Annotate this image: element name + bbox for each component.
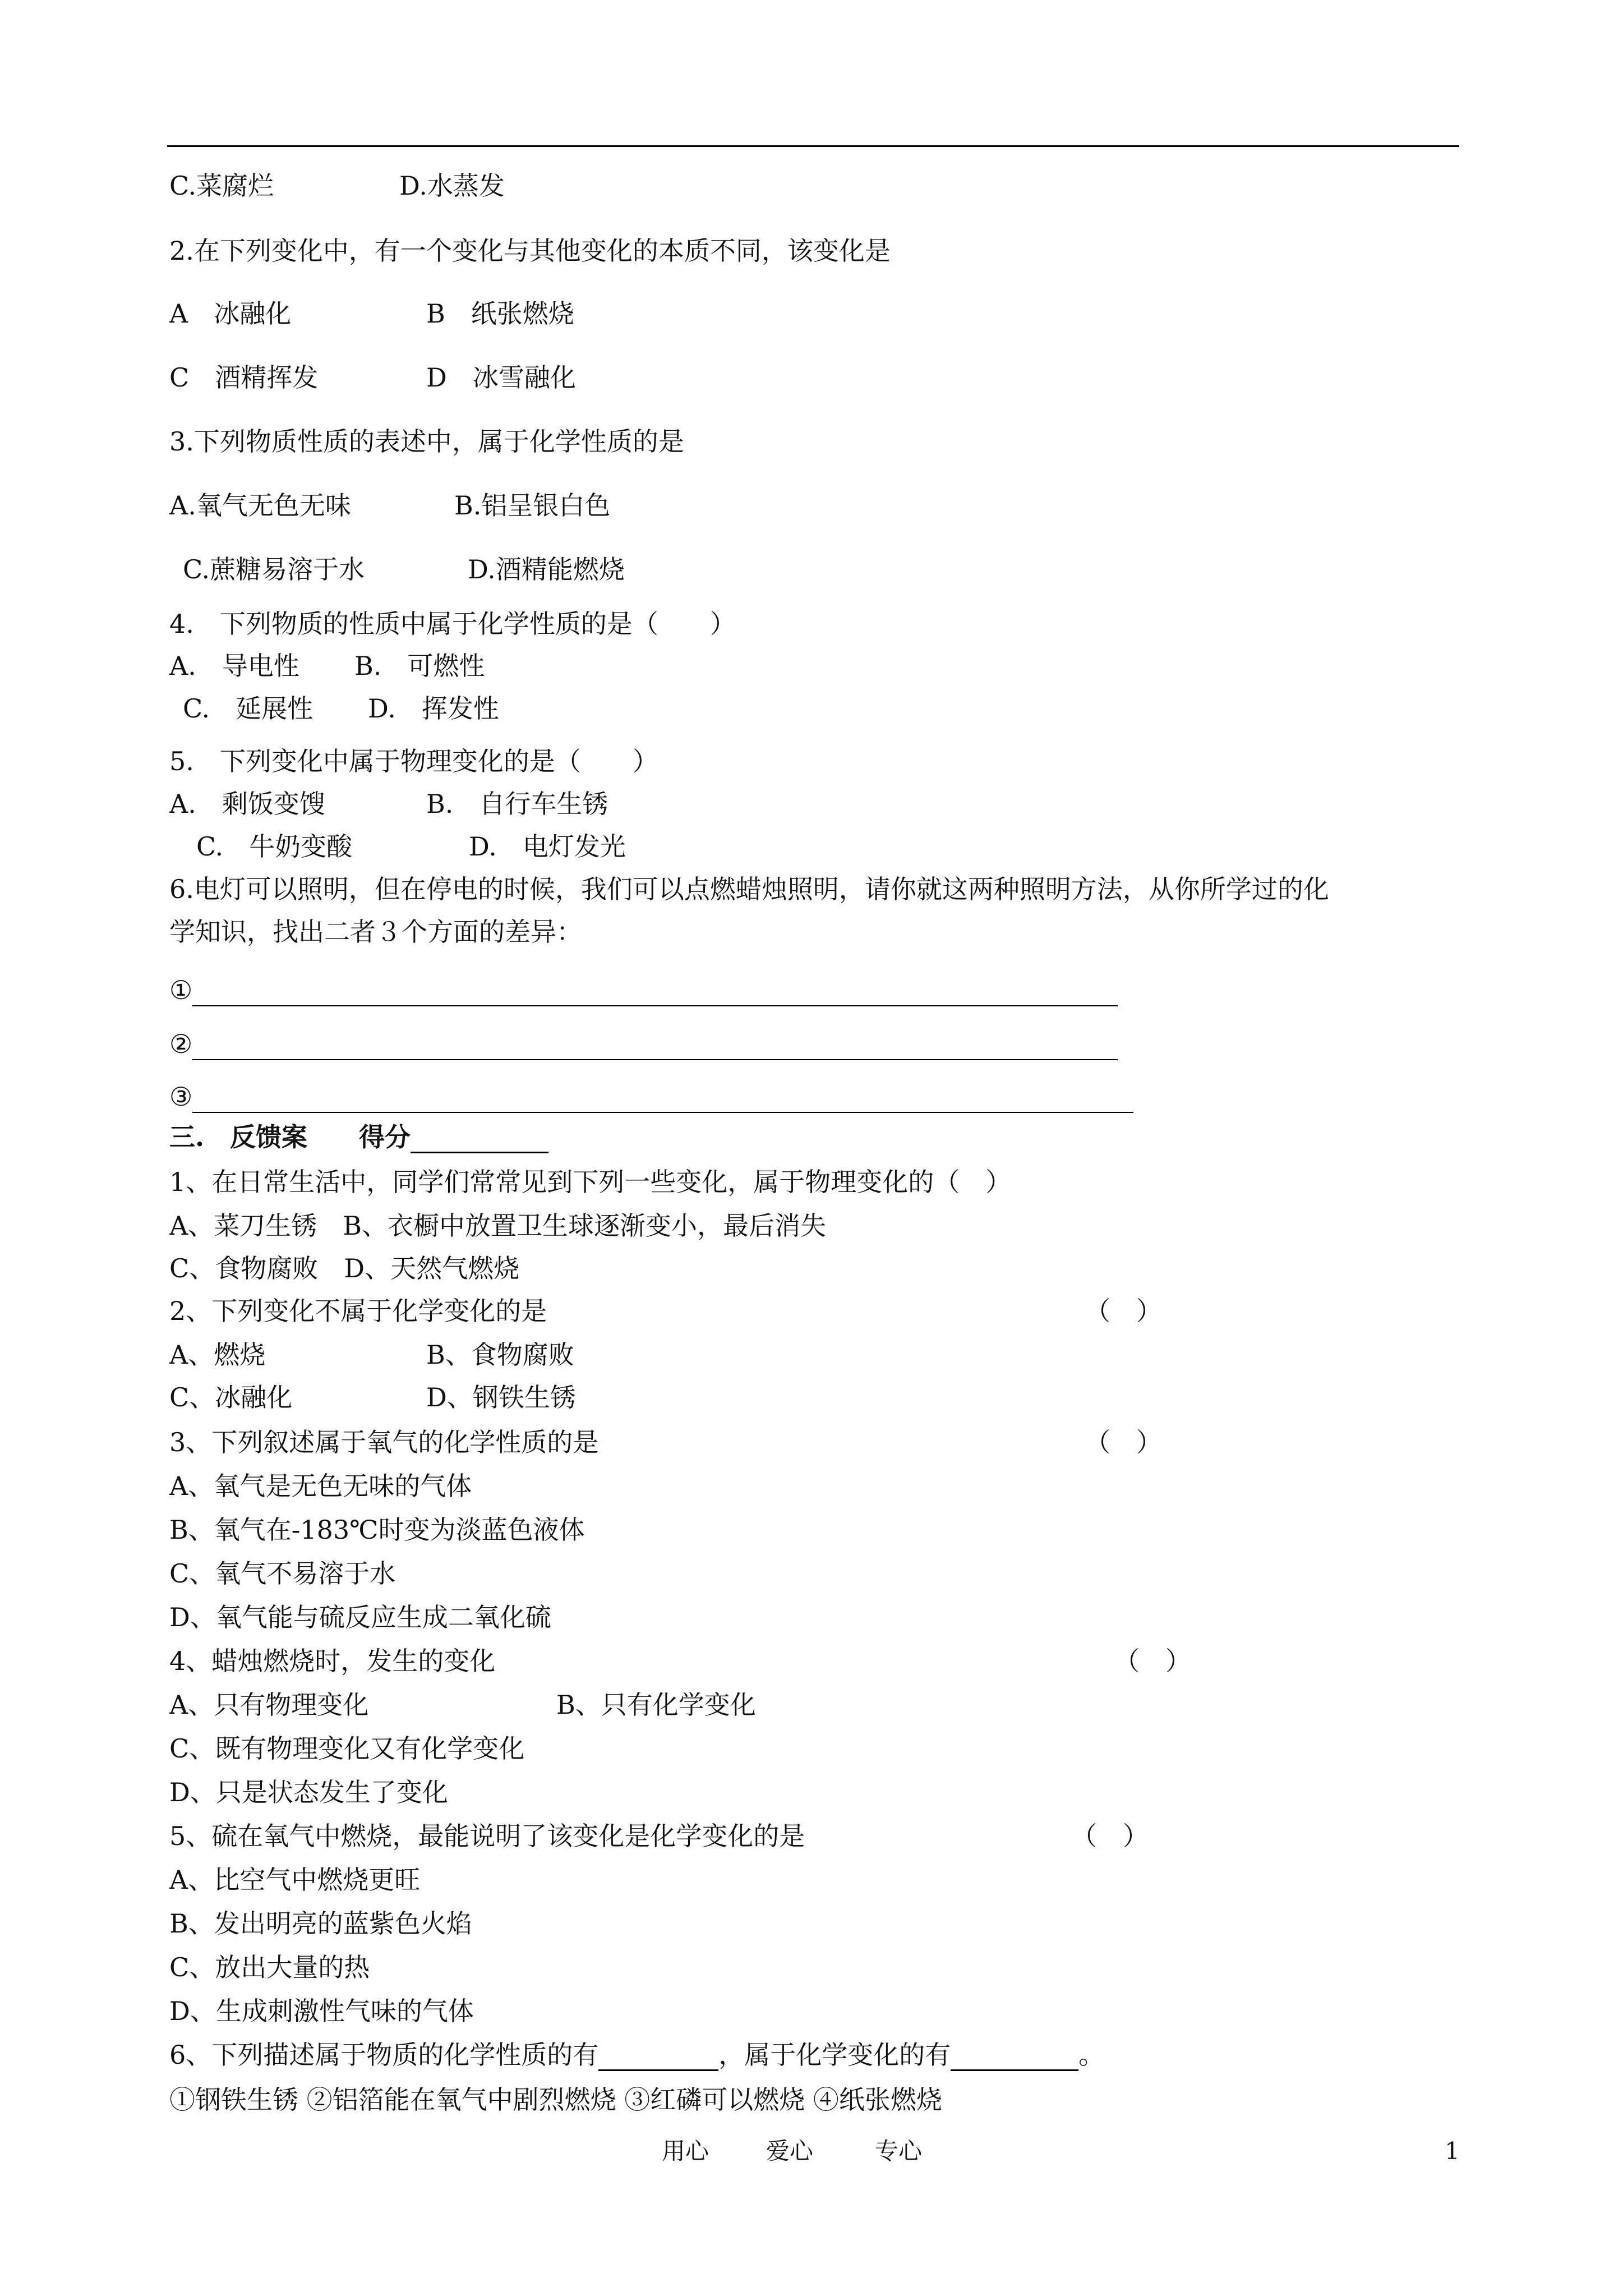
answer-blank-1[interactable] (192, 983, 1118, 1006)
footer-word-2: 爱心 (766, 2137, 814, 2165)
question-6-line-1: 6.电灯可以照明，但在停电的时候，我们可以点燃蜡烛照明，请你就这两种照明方法，从你所学过的化 (169, 874, 1329, 904)
q3-options-cd (183, 553, 625, 586)
option-a: A.氧气无色无味 (169, 490, 351, 521)
feedback-q2-ab (169, 1338, 574, 1371)
marker-3: ③ (169, 1082, 193, 1112)
option-b: B 纸张燃烧 (426, 298, 574, 329)
option-b: B.铝呈银白色 (454, 490, 611, 521)
question-6-line-2: 学知识，找出二者３个方面的差异： (169, 917, 582, 947)
score-label: 得分 (359, 1121, 548, 1153)
option-d: D、只是状态发生了变化 (169, 1777, 448, 1807)
option-d: D.水蒸发 (399, 171, 505, 201)
option-c: C.菜腐烂 (169, 171, 274, 201)
blank-chemical-changes[interactable] (951, 2047, 1078, 2071)
top-options (169, 169, 505, 202)
question-4: 4. 下列物质的性质中属于化学性质的是（ ） (169, 609, 736, 639)
question-2: 2.在下列变化中，有一个变化与其他变化的本质不同，该变化是 (169, 236, 891, 266)
answer-paren[interactable]: （ ） (1114, 1646, 1191, 1676)
answer-paren[interactable]: （ ） (1085, 1296, 1162, 1326)
option-a: A、氧气是无色无味的气体 (169, 1471, 472, 1501)
answer-line-3[interactable] (169, 1080, 1133, 1113)
q2-options-ab (169, 297, 574, 330)
marker-2: ② (169, 1029, 193, 1059)
option-a: A、只有物理变化 (169, 1690, 369, 1720)
feedback-q1-ab: A、菜刀生锈 B、衣橱中放置卫生球逐渐变小，最后消失 (169, 1211, 827, 1241)
q4-options-ab (169, 650, 485, 682)
feedback-q6: 6、下列描述属于物质的化学性质的有 ，属于化学变化的有 。 (169, 2040, 1105, 2070)
option-d: D.酒精能燃烧 (468, 554, 625, 585)
option-b: B. 自行车生锈 (426, 789, 608, 819)
option-c: C、既有物理变化又有化学变化 (169, 1733, 525, 1764)
marker-1: ① (169, 975, 193, 1005)
feedback-q4-ab (169, 1688, 756, 1721)
option-b: B、发出明亮的蓝紫色火焰 (169, 1908, 472, 1939)
feedback-q4: 4、蜡烛燃烧时，发生的变化 (169, 1646, 496, 1676)
option-d: D、氧气能与硫反应生成二氧化硫 (169, 1602, 551, 1632)
option-d: D、钢铁生锈 (426, 1382, 576, 1412)
header-rule (167, 145, 1459, 147)
answer-paren[interactable]: （ ） (1071, 1821, 1149, 1851)
feedback-q2: 2、下列变化不属于化学变化的是 (169, 1296, 547, 1326)
option-d: D、生成刺激性气味的气体 (169, 1996, 474, 2026)
option-c: C、氧气不易溶于水 (169, 1558, 396, 1589)
option-b: B、只有化学变化 (556, 1690, 756, 1720)
answer-line-2[interactable] (169, 1028, 1118, 1060)
feedback-q3: 3、下列叙述属于氧气的化学性质的是 (169, 1427, 599, 1457)
option-c: C 酒精挥发 (169, 362, 319, 393)
answer-blank-2[interactable] (192, 1037, 1118, 1060)
option-c: C. 牛奶变酸 (196, 831, 353, 862)
option-a: A 冰融化 (169, 298, 292, 329)
feedback-q1-cd: C、食物腐败 D、天然气燃烧 (169, 1253, 520, 1283)
option-b: B、食物腐败 (426, 1340, 574, 1370)
option-a: A. 导电性 (169, 651, 299, 681)
option-a: A、燃烧 (169, 1340, 266, 1370)
option-d: D 冰雪融化 (426, 362, 576, 393)
option-d: D. 挥发性 (368, 693, 499, 724)
option-c: C、放出大量的热 (169, 1952, 370, 1982)
q5-options-ab (169, 788, 608, 820)
option-b: B. 可燃性 (354, 651, 485, 681)
question-3: 3.下列物质性质的表述中，属于化学性质的是 (169, 426, 684, 457)
feedback-q1: 1、在日常生活中，同学们常常见到下列一些变化，属于物理变化的（ ） (169, 1167, 1012, 1197)
section-3-header (169, 1121, 411, 1153)
answer-paren[interactable]: （ ） (1085, 1427, 1162, 1457)
footer-word-3: 专心 (875, 2137, 923, 2165)
feedback-q5: 5、硫在氧气中燃烧，最能说明了该变化是化学变化的是 (169, 1821, 805, 1851)
q5-options-cd (196, 830, 626, 863)
question-5: 5. 下列变化中属于物理变化的是（ ） (169, 746, 658, 776)
option-a: A、比空气中燃烧更旺 (169, 1865, 421, 1895)
feedback-q6-items: ①钢铁生锈 ②铝箔能在氧气中剧烈燃烧 ③红磷可以燃烧 ④纸张燃烧 (169, 2085, 942, 2115)
option-c: C.蔗糖易溶于水 (183, 554, 365, 585)
blank-chemical-properties[interactable] (598, 2047, 718, 2071)
q3-options-ab (169, 489, 611, 522)
section-3-title: 三. 反馈案 (169, 1122, 308, 1152)
option-a: A. 剩饭变馊 (169, 789, 325, 819)
option-c: C、冰融化 (169, 1382, 293, 1412)
answer-line-1[interactable] (169, 974, 1118, 1006)
feedback-q2-cd (169, 1381, 576, 1414)
q2-options-cd (169, 361, 576, 394)
q4-options-cd (183, 692, 499, 725)
page-number: 1 (1445, 2137, 1460, 2165)
option-b: B、氧气在-183℃时变为淡蓝色液体 (169, 1515, 585, 1545)
option-d: D. 电灯发光 (469, 831, 626, 862)
score-blank[interactable] (411, 1129, 548, 1153)
footer-word-1: 用心 (662, 2137, 709, 2165)
option-c: C. 延展性 (183, 693, 313, 724)
answer-blank-3[interactable] (192, 1089, 1133, 1113)
